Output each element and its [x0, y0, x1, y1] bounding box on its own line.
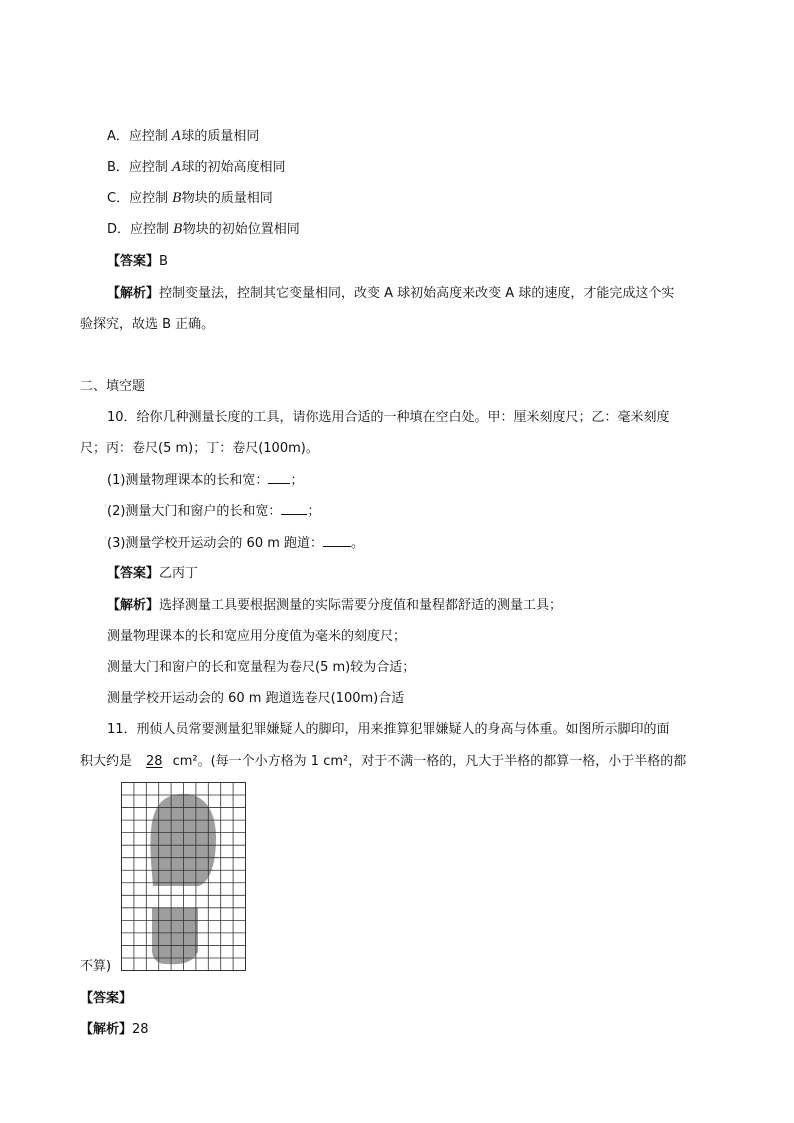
analysis-text: 选择测量工具要根据测量的实际需要分度值和量程都舒适的测量工具；: [159, 598, 563, 613]
q10-sub1: [107, 471, 303, 490]
stem-text: cm²。(每一个小方格为 1 cm²，对于不满一格的，凡大于半格的都算一格，小于半格的都: [172, 754, 687, 769]
punctuation: 。: [351, 536, 365, 551]
option-d-label: D．应控制: [107, 222, 174, 237]
analysis-tag: 【解析】: [107, 286, 160, 301]
q10-analysis-line4: 测量学校开运动会的 60 m 跑道选卷尺(100m)合适: [107, 691, 405, 706]
filled-blank-answer: 28: [146, 754, 163, 769]
fill-blank: [268, 471, 290, 484]
option-d-text: 物块的初始位置相同: [182, 222, 300, 237]
option-c: [107, 190, 273, 208]
analysis-text: 验探究，故选 B 正确。: [80, 317, 215, 332]
sub-question-text: (2)测量大门和窗户的长和宽：: [107, 504, 282, 519]
answer-tag: 【答案】: [80, 991, 133, 1006]
q10-stem-line2: 尺；丙：卷尺(5 m)；丁：卷尺(100m)。: [80, 441, 319, 456]
footprint-grid-figure: [121, 782, 247, 972]
fill-blank: [281, 502, 307, 515]
option-b-label: B．应控制: [107, 160, 173, 175]
option-a-text: 球的质量相同: [181, 129, 260, 144]
option-c-var: B: [172, 191, 182, 206]
q11-stem-line3: 不算): [80, 959, 112, 974]
option-a: [107, 128, 259, 146]
q10-analysis-line2: 测量物理课本的长和宽应用分度值为毫米的刻度尺；: [107, 629, 407, 644]
q10-analysis-line3: 测量大门和窗户的长和宽量程为卷尺(5 m)较为合适；: [107, 660, 416, 675]
sub-question-text: (3)测量学校开运动会的 60 m 跑道：: [107, 536, 324, 551]
option-a-var: A: [172, 129, 182, 144]
q11-stem-line1: 11．刑侦人员常要测量犯罪嫌疑人的脚印，用来推算犯罪嫌疑人的身高与体重。如图所示脚印的面: [107, 722, 670, 737]
answer-tag: 【答案】: [107, 566, 160, 581]
option-c-label: C．应控制: [107, 191, 173, 206]
option-a-label: A．应控制: [107, 129, 173, 144]
fill-blank: [323, 534, 351, 547]
q11-stem-line2: [80, 753, 686, 771]
grid-lines: [122, 783, 246, 971]
q9-analysis-line2: [80, 316, 214, 334]
punctuation: ；: [307, 504, 321, 519]
sub-question-text: (1)测量物理课本的长和宽：: [107, 473, 269, 488]
answer-tag: 【答案】: [107, 254, 160, 269]
q9-analysis-line1: [107, 285, 674, 303]
q9-answer: [107, 253, 168, 271]
option-d-var: B: [173, 222, 183, 237]
answer-value: B: [159, 254, 168, 269]
q10-answer: [107, 565, 198, 583]
option-b-text: 球的初始高度相同: [181, 160, 286, 175]
q10-sub2: [107, 502, 320, 521]
analysis-value: 28: [132, 1022, 149, 1037]
option-b: [107, 159, 285, 177]
section-title: 二、填空题: [80, 379, 146, 394]
answer-value: 乙丙丁: [159, 566, 199, 581]
punctuation: ；: [290, 473, 304, 488]
option-b-var: A: [172, 160, 182, 175]
option-d: [107, 221, 300, 239]
q11-analysis: [80, 1021, 149, 1039]
analysis-text: 控制变量法，控制其它变量相同，改变 A 球初始高度来改变 A 球的速度，才能完成这个实: [159, 286, 675, 301]
analysis-tag: 【解析】: [80, 1022, 133, 1037]
stem-text: 积大约是: [80, 754, 133, 769]
q11-answer: [80, 990, 132, 1008]
q10-stem-line1: 10．给你几种测量长度的工具，请你选用合适的一种填在空白处。甲：厘米刻度尺；乙：毫米刻度: [107, 410, 670, 425]
q10-analysis-line1: [107, 597, 562, 615]
analysis-tag: 【解析】: [107, 598, 160, 613]
option-c-text: 物块的质量相同: [181, 191, 273, 206]
q10-sub3: [107, 534, 364, 553]
